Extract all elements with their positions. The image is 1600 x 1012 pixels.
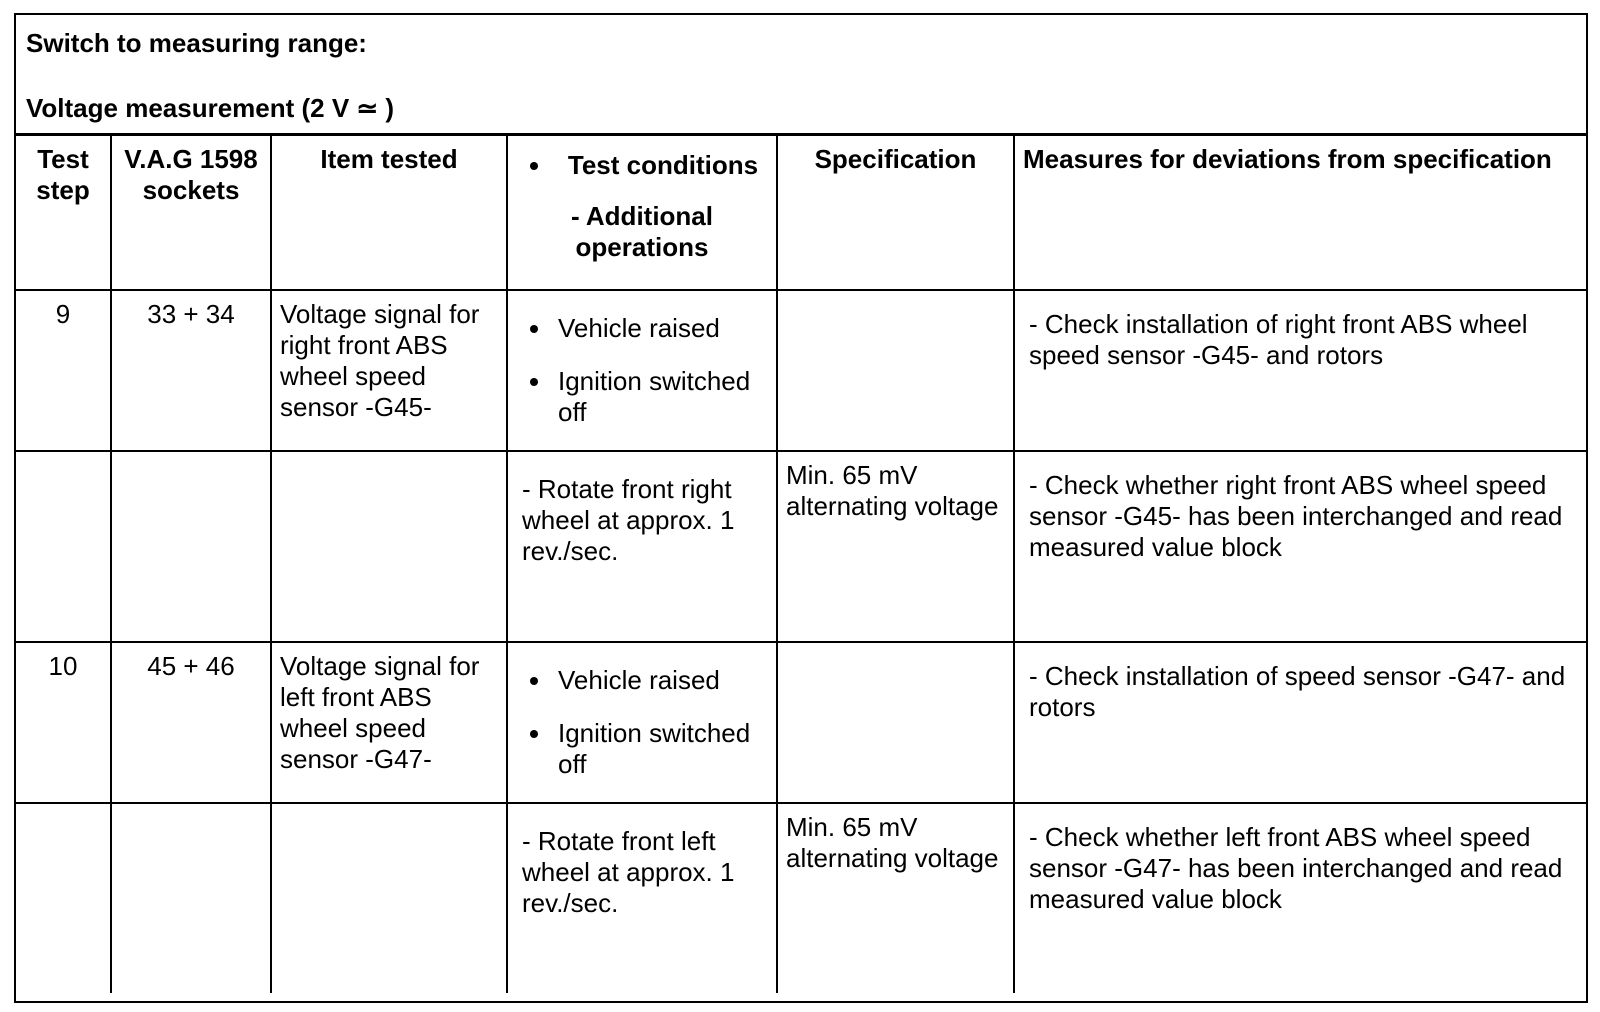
row-item-tested: Voltage signal for right front ABS wheel speed sensor -G45- [271,290,507,451]
bullet-icon [530,378,538,386]
condition-item: Vehicle raised [528,665,768,696]
row-operation: - Rotate front left wheel at approx. 1 rev./sec. [507,803,777,993]
row-item-tested [271,451,507,642]
table-row [16,451,1586,642]
row-step: 9 [16,290,111,451]
measuring-range-box [16,15,1586,135]
header-item-tested: Item tested [271,135,507,290]
test-table-sheet [14,13,1588,1003]
row-sockets: 45 + 46 [111,642,271,803]
row-specification [777,642,1014,803]
header-sockets: V.A.G 1598 sockets [111,135,271,290]
bullet-icon [530,162,538,170]
table-row [16,642,1586,803]
condition-item: Ignition switched off [528,366,768,428]
row-sockets [111,803,271,993]
row-conditions [507,290,777,451]
row-measure: - Check whether left front ABS wheel speed sensor -G47- has been interchanged and read measured value block [1014,803,1586,993]
condition-item: Vehicle raised [528,313,768,344]
table-row [16,290,1586,451]
header-measures: Measures for deviations from specification [1014,135,1586,290]
table-header-row [16,135,1586,290]
row-item-tested [271,803,507,993]
condition-item: Ignition switched off [528,718,768,780]
table-row [16,803,1586,993]
header-additional-operations: - Additional operations [570,201,713,262]
row-sockets [111,451,271,642]
measuring-range-label: Switch to measuring range: [26,28,367,58]
row-conditions [507,642,777,803]
header-test-step: Test step [16,135,111,290]
row-specification: Min. 65 mV alternating voltage [777,451,1014,642]
row-measure: - Check installation of speed sensor -G47- and rotors [1014,642,1586,803]
voltage-measurement-label: Voltage measurement (2 V ≃ ) [26,93,395,123]
row-measure: - Check whether right front ABS wheel speed sensor -G45- has been interchanged and read measured value block [1014,451,1586,642]
test-steps-table [16,134,1586,993]
row-sockets: 33 + 34 [111,290,271,451]
row-item-tested: Voltage signal for left front ABS wheel speed sensor -G47- [271,642,507,803]
header-conditions [507,135,777,290]
row-operation: - Rotate front right wheel at approx. 1 rev./sec. [507,451,777,642]
row-step: 10 [16,642,111,803]
row-step [16,451,111,642]
header-specification: Specification [777,135,1014,290]
bullet-icon [530,677,538,685]
row-specification: Min. 65 mV alternating voltage [777,803,1014,993]
row-measure: - Check installation of right front ABS wheel speed sensor -G45- and rotors [1014,290,1586,451]
header-test-conditions: Test conditions [528,150,768,181]
row-step [16,803,111,993]
row-specification [777,290,1014,451]
bullet-icon [530,730,538,738]
bullet-icon [530,325,538,333]
